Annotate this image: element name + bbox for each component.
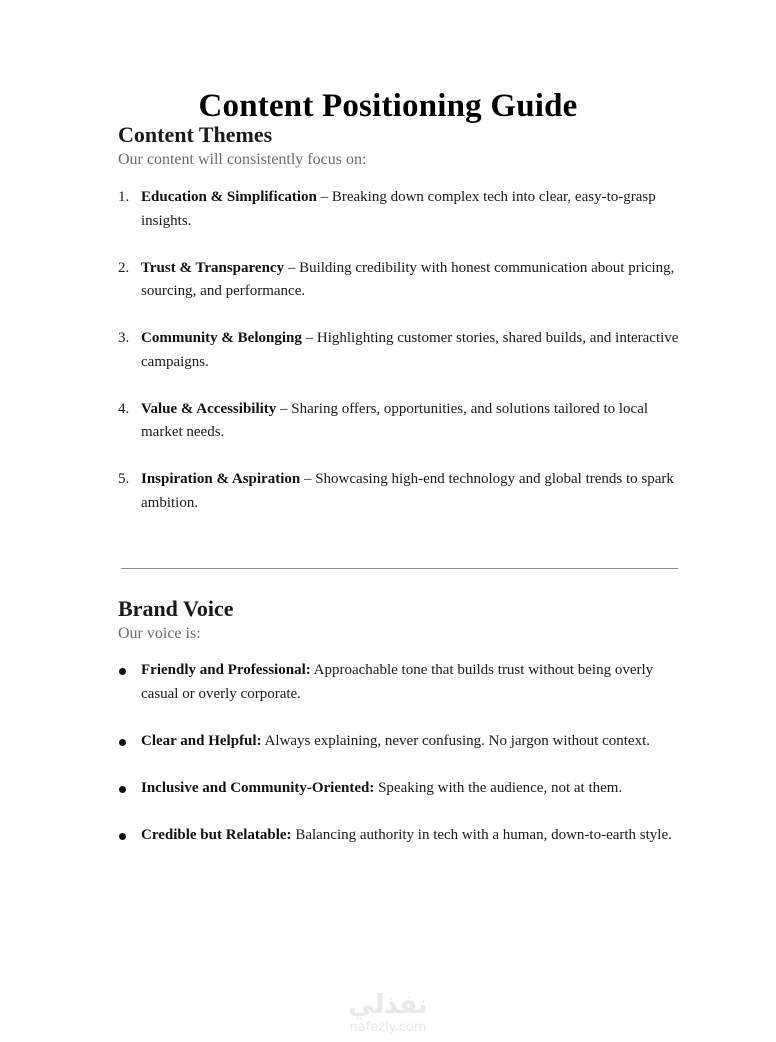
item-term: Inspiration & Aspiration [141,471,301,487]
section-divider [121,568,678,569]
bullet-icon [119,786,126,793]
bullet-icon [119,833,126,840]
list-item [118,186,683,233]
item-description: Balancing authority in tech with a human, down-to-earth style. [291,826,672,843]
list-item [118,777,683,801]
item-description: – Sharing offers, opportunities, and solutions tailored to local market needs. [141,400,649,440]
item-term: Trust & Transparency [141,259,285,276]
item-term: Friendly and Professional: [141,662,311,678]
item-term: Credible but Relatable: [141,826,292,843]
list-item [118,468,683,515]
list-item [118,257,683,304]
list-number: 5. [118,471,130,487]
watermark-logo [0,990,776,1036]
watermark-url: nafezly.com [349,1020,427,1035]
voice-list [118,659,683,847]
list-item [118,398,683,445]
list-item [118,824,683,848]
bullet-icon [119,739,126,746]
list-item [118,327,683,374]
item-description: – Highlighting customer stories, shared builds, and interactive campaigns. [141,330,679,370]
brand-voice-section [118,595,683,871]
item-term: Value & Accessibility [141,400,277,417]
item-description: Always explaining, never confusing. No jargon without context. [261,732,650,749]
item-description: – Building credibility with honest communication about pricing, sourcing, and performance. [141,259,675,299]
content-themes-section [118,121,683,539]
list-number: 3. [118,330,130,346]
item-term: Education & Simplification [141,189,317,205]
list-number: 1. [118,189,130,205]
section-heading: Brand Voice [118,596,234,621]
list-number: 2. [118,259,130,276]
item-term: Clear and Helpful: [141,732,262,749]
section-heading: Content Themes [118,122,273,147]
list-item [118,659,683,706]
section-intro: Our content will consistently focus on: [118,151,367,168]
item-description: – Breaking down complex tech into clear, easy-to-grasp insights. [141,189,656,229]
section-intro: Our voice is: [118,625,201,642]
page-title: Content Positioning Guide [198,88,578,125]
watermark-arabic: نفذلي [348,990,428,1020]
list-item [118,730,683,754]
bullet-icon [119,668,126,675]
item-term: Community & Belonging [141,330,302,346]
themes-list [118,186,683,515]
item-description: – Showcasing high-end technology and global trends to spark ambition. [141,471,674,511]
item-description: Approachable tone that builds trust without being overly casual or overly corporate. [141,662,654,702]
list-number: 4. [118,400,130,417]
item-description: Speaking with the audience, not at them. [374,779,623,796]
item-term: Inclusive and Community-Oriented: [141,779,375,796]
